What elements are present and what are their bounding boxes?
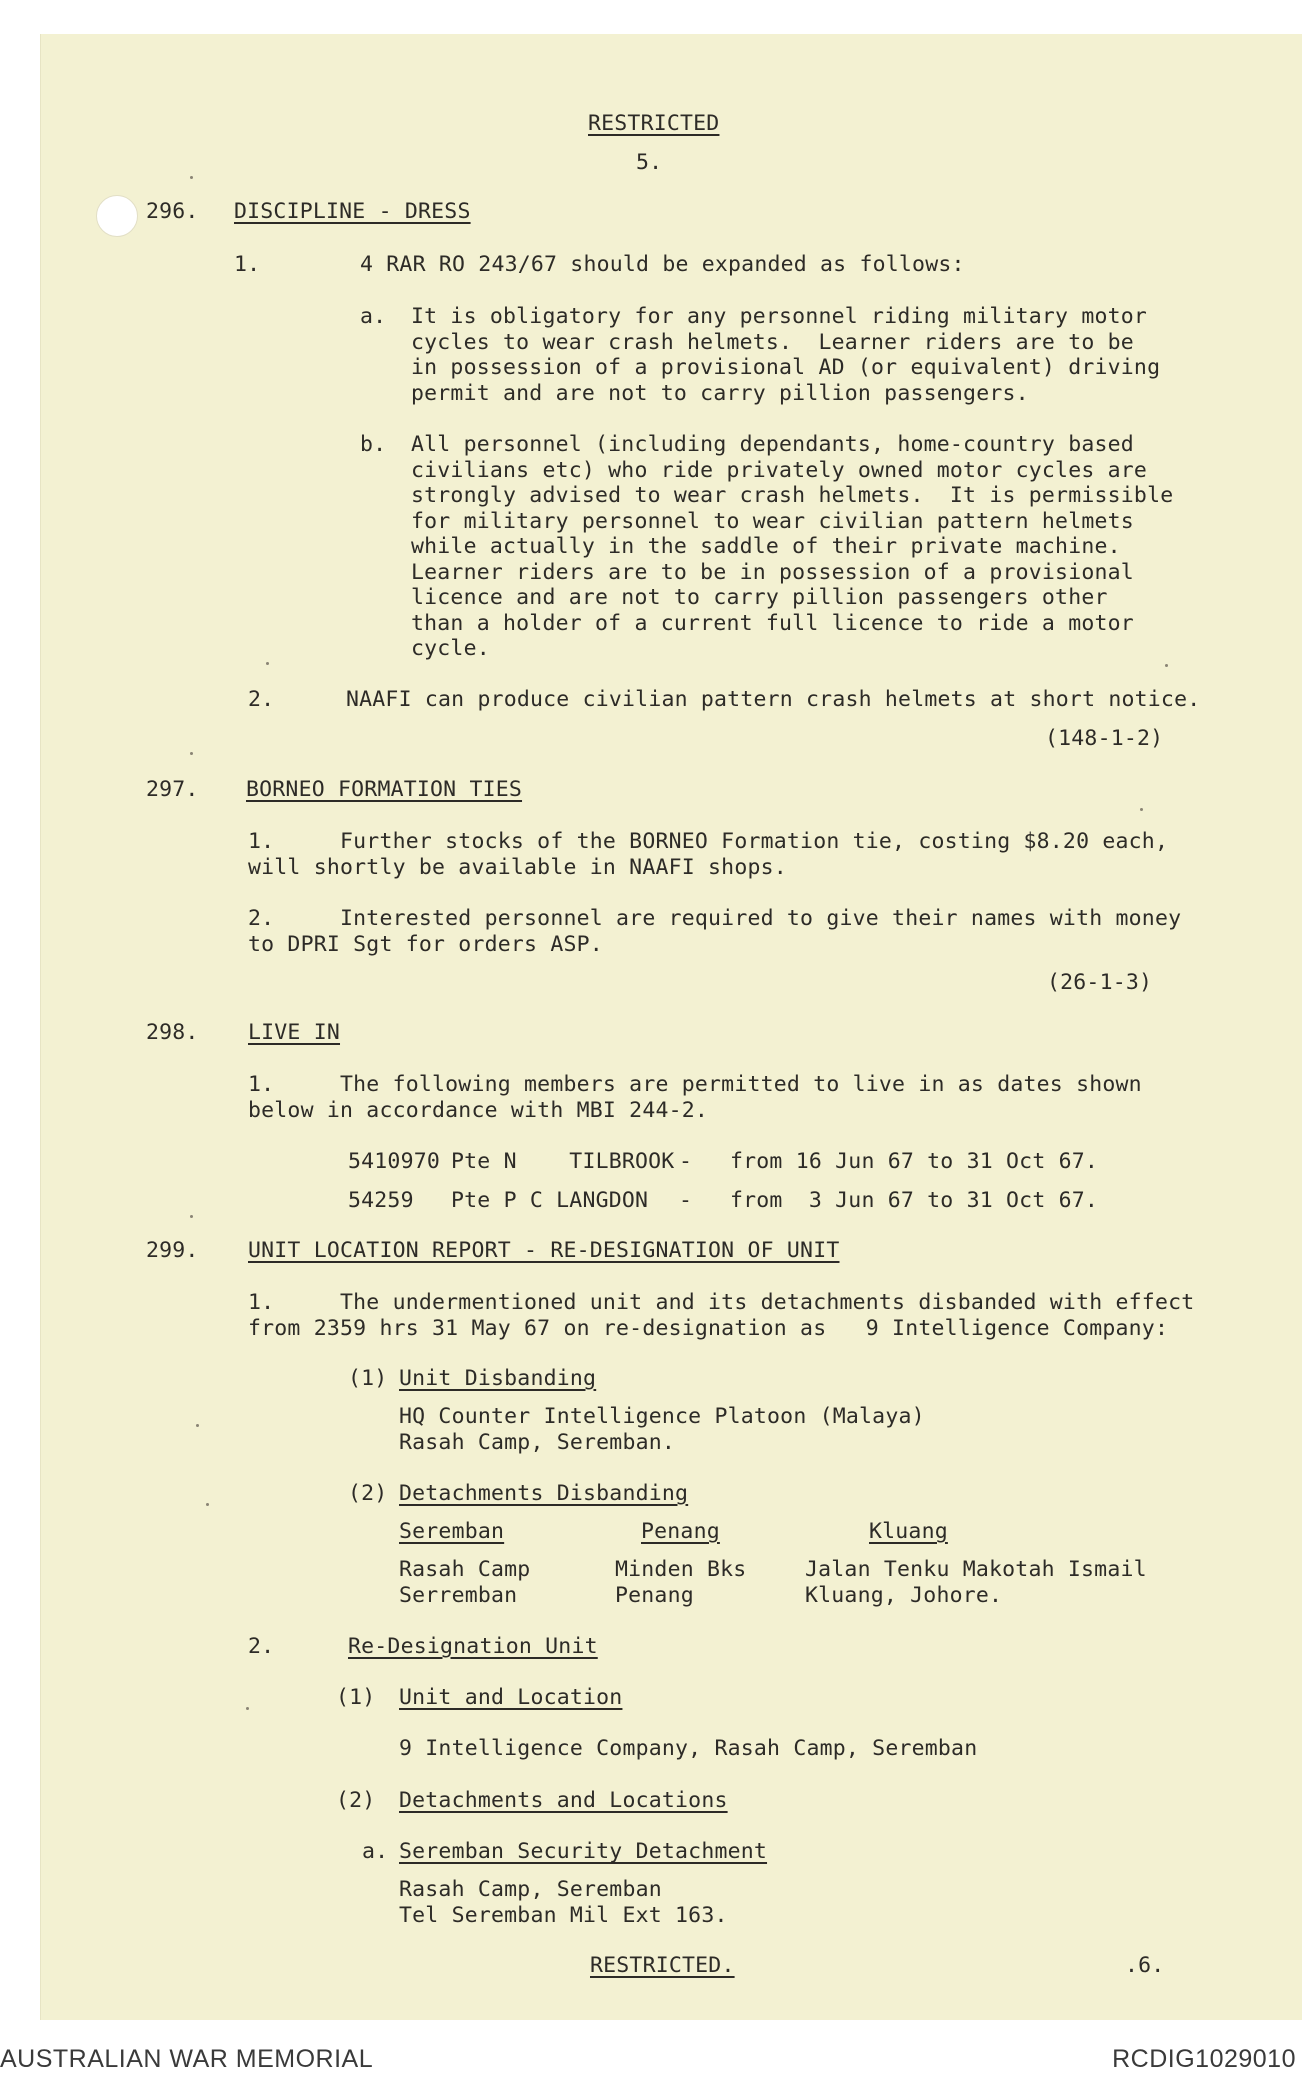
section-298-title: LIVE IN	[248, 1020, 341, 1045]
archive-item-id: RCDIG1029010	[1112, 2045, 1296, 2073]
text-line: than a holder of a current full licence to ride a motor	[411, 610, 1134, 636]
member-rank-name: Pte N TILBROOK	[451, 1149, 675, 1174]
s296-p1-text: 4 RAR RO 243/67 should be expanded as follows:	[360, 252, 965, 277]
paper-speck	[196, 1424, 199, 1427]
s299-r1-text: 9 Intelligence Company, Rasah Camp, Seremban	[399, 1736, 978, 1761]
next-page-marker: .6.	[1125, 1953, 1165, 1978]
paper-speck	[206, 1503, 209, 1506]
s299-r2-number: (2)	[336, 1788, 376, 1813]
s299-r2-title: Detachments and Locations	[399, 1788, 728, 1813]
s299-p2-title: Re-Designation Unit	[348, 1634, 598, 1659]
paper-speck	[266, 662, 269, 665]
s299-sub1-title: Unit Disbanding	[399, 1366, 597, 1391]
paper-speck	[190, 1215, 193, 1218]
detachment-line: Jalan Tenku Makotah Ismail	[805, 1557, 1147, 1582]
s299-sub1-line2: Rasah Camp, Seremban.	[399, 1429, 676, 1455]
s299-ra-title: Seremban Security Detachment	[399, 1839, 768, 1864]
detachment-line: Minden Bks	[615, 1557, 747, 1582]
live-in-dates: from 3 Jun 67 to 31 Oct 67.	[730, 1188, 1099, 1213]
detachment-title: Kluang	[869, 1519, 948, 1544]
section-299-number: 299.	[146, 1238, 199, 1263]
s297-p1-line2: will shortly be available in NAAFI shops.	[248, 854, 787, 880]
dash: -	[679, 1149, 693, 1174]
section-297-number: 297.	[146, 777, 199, 802]
service-number: 5410970	[348, 1149, 441, 1174]
detachment-title: Seremban	[399, 1519, 505, 1544]
section-296-title: DISCIPLINE - DRESS	[234, 199, 471, 224]
s298-p1-line2: below in accordance with MBI 244-2.	[248, 1097, 709, 1123]
paper-speck	[1140, 808, 1143, 811]
section-299-title: UNIT LOCATION REPORT - RE-DESIGNATION OF UNIT	[248, 1238, 840, 1263]
s299-sub1-number: (1)	[348, 1366, 388, 1391]
s297-file-reference: (26-1-3)	[1047, 970, 1153, 995]
text-line: while actually in the saddle of their private machine.	[411, 534, 1121, 559]
text-line: permit and are not to carry pillion passengers.	[411, 380, 1029, 406]
detachment-line: Penang	[615, 1582, 694, 1608]
text-line: It is obligatory for any personnel riding military motor	[411, 304, 1148, 329]
s299-r1-number: (1)	[336, 1685, 376, 1710]
s299-ra-line1: Rasah Camp, Seremban	[399, 1877, 662, 1902]
punch-hole	[96, 195, 138, 237]
detachment-title: Penang	[641, 1519, 720, 1544]
s299-ra-label: a.	[362, 1839, 389, 1864]
s299-sub2-number: (2)	[348, 1481, 388, 1506]
s297-p2-line2: to DPRI Sgt for orders ASP.	[248, 931, 603, 957]
s296-p1-number: 1.	[234, 252, 261, 277]
classification-footer: RESTRICTED.	[590, 1953, 735, 1978]
text-line: for military personnel to wear civilian pattern helmets	[411, 508, 1134, 534]
s296-sub-b-label: b.	[360, 432, 387, 457]
text-line: cycles to wear crash helmets. Learner riders are to be	[411, 329, 1134, 355]
s297-p2-line1: 2. Interested personnel are required to give their names with money	[248, 906, 1182, 931]
text-line: cycle.	[411, 636, 490, 661]
service-number: 54259	[348, 1188, 414, 1213]
section-298-number: 298.	[146, 1020, 199, 1045]
s299-p1-line2: from 2359 hrs 31 May 67 on re-designation as 9 Intelligence Company:	[248, 1315, 1169, 1341]
text-line: strongly advised to wear crash helmets. It is permissible	[411, 483, 1174, 508]
text-line: Learner riders are to be in possession of a provisional	[411, 559, 1134, 585]
s296-file-reference: (148-1-2)	[1045, 726, 1164, 751]
live-in-dates: from 16 Jun 67 to 31 Oct 67.	[730, 1149, 1099, 1174]
text-line: All personnel (including dependants, home-country based	[411, 432, 1134, 457]
paper-speck	[190, 176, 193, 179]
paper-speck	[1165, 664, 1168, 667]
s299-p1-line1: 1. The undermentioned unit and its detachments disbanded with effect	[248, 1290, 1195, 1315]
page-number: 5.	[636, 150, 663, 175]
s299-ra-line2: Tel Seremban Mil Ext 163.	[399, 1902, 728, 1928]
detachment-line: Rasah Camp	[399, 1557, 531, 1582]
detachment-line: Serremban	[399, 1582, 518, 1608]
s299-r1-title: Unit and Location	[399, 1685, 623, 1710]
s297-p1-line1: 1. Further stocks of the BORNEO Formation tie, costing $8.20 each,	[248, 829, 1169, 854]
text-line: in possession of a provisional AD (or equivalent) driving	[411, 355, 1161, 380]
s296-p2-text: NAAFI can produce civilian pattern crash helmets at short notice.	[346, 687, 1201, 712]
text-line: licence and are not to carry pillion passengers other	[411, 585, 1108, 610]
section-296-number: 296.	[146, 199, 199, 224]
paper-speck	[190, 752, 193, 755]
s299-sub2-title: Detachments Disbanding	[399, 1481, 689, 1506]
classification-header: RESTRICTED	[588, 111, 720, 136]
text-line: civilians etc) who ride privately owned motor cycles are	[411, 457, 1148, 483]
s296-p2-number: 2.	[248, 687, 275, 712]
archive-institution: AUSTRALIAN WAR MEMORIAL	[0, 2045, 374, 2073]
dash: -	[679, 1188, 693, 1213]
s298-p1-line1: 1. The following members are permitted to live in as dates shown	[248, 1072, 1142, 1097]
paper-speck	[246, 1707, 249, 1710]
s299-p2-number: 2.	[248, 1634, 275, 1659]
detachment-line: Kluang, Johore.	[805, 1582, 1003, 1608]
member-rank-name: Pte P C LANGDON	[451, 1188, 649, 1213]
section-297-title: BORNEO FORMATION TIES	[246, 777, 523, 802]
s299-sub1-line1: HQ Counter Intelligence Platoon (Malaya)	[399, 1404, 925, 1429]
s296-sub-a-label: a.	[360, 304, 387, 329]
